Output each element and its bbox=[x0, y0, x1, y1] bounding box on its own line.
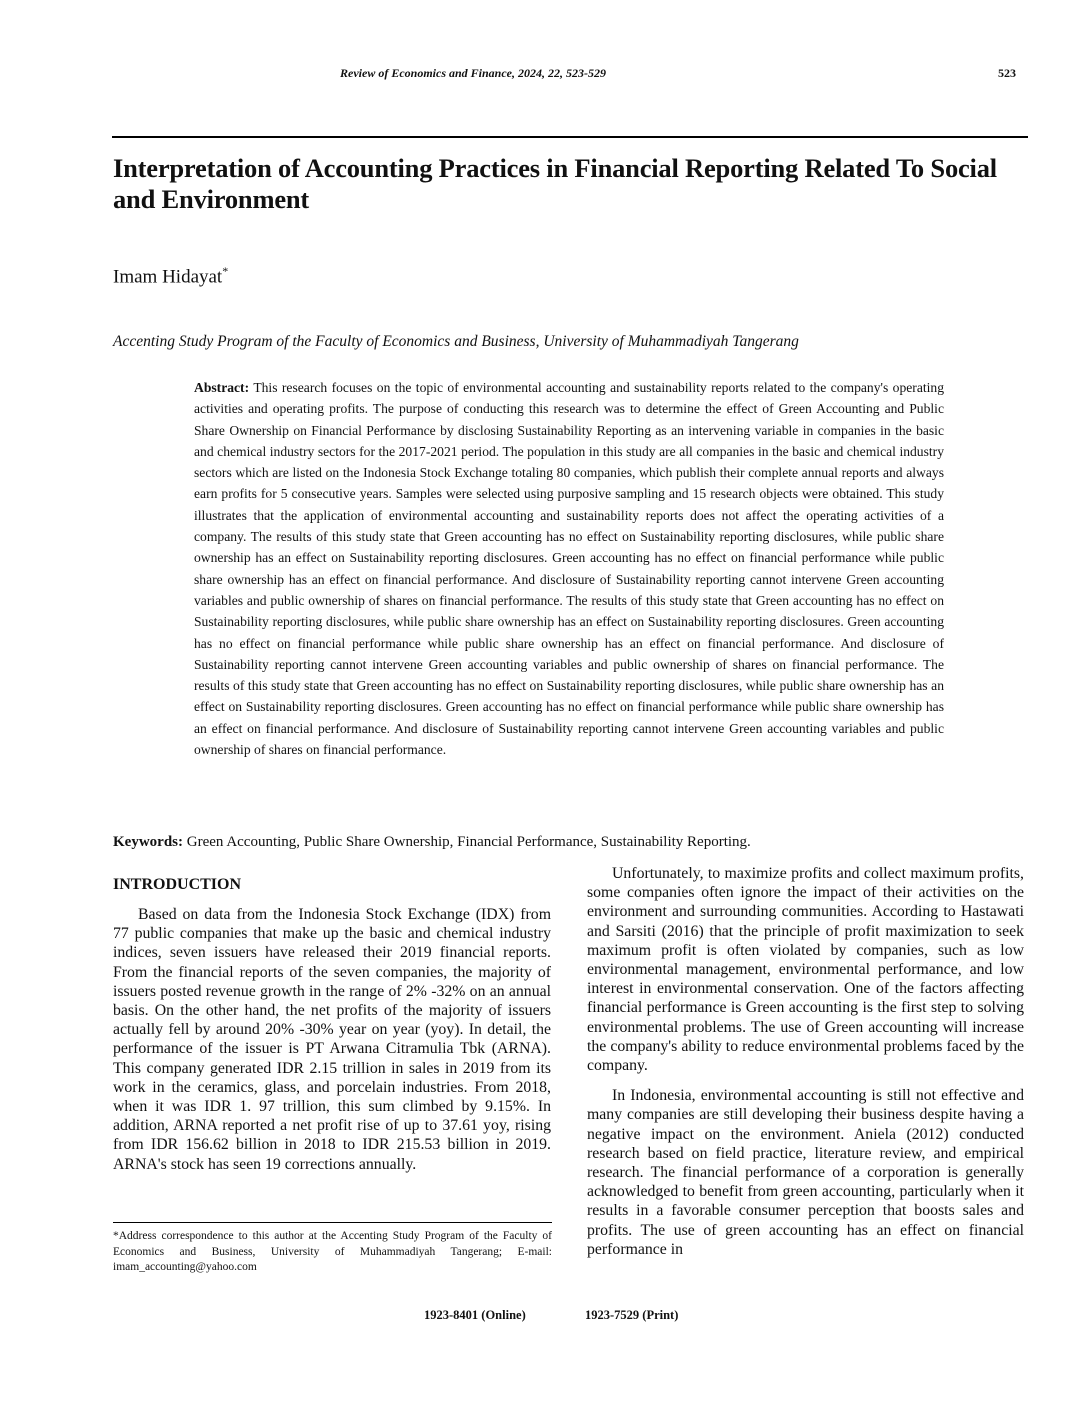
abstract bbox=[194, 377, 944, 760]
author-line bbox=[113, 264, 228, 288]
intro-paragraph-1: Based on data from the Indonesia Stock Exchange (IDX) from 77 public companies that make up the basic and chemical industry indices, seven issuers have released their 2019 financial reports. From the financial reports of the seven companies, the majority of issuers posted revenue growth in the range of 2% -32% on an annual basis. On the other hand, the net profits of the majority of issuers actually fell by around 20% -30% year on year (yoy). In detail, the performance of the issuer is PT Arwana Citramulia Tbk (ARNA). This company generated IDR 2.15 trillion in sales in 2019 from its work in the ceramics, glass, and porcelain industries. From 2018, when it was IDR 1. 97 trillion, this sum climbed by 9.15%. In addition, ARNA reported a net profit rise of up to 37.61 yoy, rising from IDR 156.62 billion in 2018 to IDR 215.53 billion in 2019. ARNA's stock has seen 19 corrections annually. bbox=[113, 906, 551, 1173]
header-rule bbox=[112, 136, 1028, 138]
abstract-text: This research focuses on the topic of environmental accounting and sustainability reports related to the company's operating activities and operating profits. The purpose of conducting this research was to determine the effect of Green Accounting and Public Share Ownership on Financial Performance by disclosing Sustainability Reporting as an intervening variable in companies in the basic and chemical industry sectors for the 2017-2021 period. The population in this study are all companies in the basic and chemical industry sectors which are listed on the Indonesia Stock Exchange totaling 80 companies, which publish their complete annual reports and always earn profits for 5 consecutive years. Samples were selected using purposive sampling and 15 research objects were obtained. This study illustrates that the application of environmental accounting and sustainability reports does not affect the operating activities of a company. The results of this study state that Green accounting has no effect on Sustainability reporting disclosures, while public share ownership has an effect on Sustainability reporting disclosures. Green accounting has no effect on financial performance while public share ownership has an effect on financial performance. And disclosure of Sustainability reporting cannot intervene Green accounting variables and public ownership of shares on financial performance. The results of this study state that Green accounting has no effect on Sustainability reporting disclosures, while public share ownership has an effect on Sustainability reporting disclosures. Green accounting has no effect on financial performance while public share ownership has an effect on financial performance. And disclosure of Sustainability reporting cannot intervene Green accounting variables and public ownership of shares on financial performance. The results of this study state that Green accounting has no effect on Sustainability reporting disclosures, while public share ownership has an effect on Sustainability reporting disclosures. Green accounting has no effect on financial performance while public share ownership has an effect on financial performance. And disclosure of Sustainability reporting cannot intervene Green accounting variables and public ownership of shares on financial performance. bbox=[194, 380, 944, 758]
intro-paragraph-2: Unfortunately, to maximize profits and collect maximum profits, some companies often ignore the impact of their activities on the environment and surrounding communities. According to Hastawati and Sarsiti (2016) that the principle of profit maximization to seek maximum profit is often violated by companies, such as low environmental management, environmental performance, and low interest in environmental conservation. One of the factors affecting financial performance is Green accounting is the first step to solving environmental problems. The use of Green accounting will increase the company's ability to reduce environmental problems faced by the company. bbox=[587, 865, 1024, 1075]
correspondence-footnote: *Address correspondence to this author at the Accenting Study Program of the Faculty of Economics and Business, University of Muhammadiyah Tangerang; E-mail: imam_accounting@yahoo.com bbox=[113, 1230, 552, 1273]
section-heading-introduction: INTRODUCTION bbox=[113, 876, 242, 893]
issn-print: 1923-7529 (Print) bbox=[585, 1308, 679, 1322]
author-name: Imam Hidayat bbox=[113, 266, 223, 288]
abstract-label: Abstract: bbox=[194, 380, 250, 395]
author-footnote-mark: * bbox=[222, 264, 229, 278]
left-column bbox=[113, 905, 551, 1174]
issn-online: 1923-8401 (Online) bbox=[424, 1308, 526, 1322]
affiliation: Accenting Study Program of the Faculty of Economics and Business, University of Muhammadiyah Tangerang bbox=[113, 333, 799, 350]
journal-citation: Review of Economics and Finance, 2024, 22, 523-529 bbox=[340, 66, 606, 80]
keywords-text: Green Accounting, Public Share Ownership, Financial Performance, Sustainability Reporting. bbox=[186, 834, 751, 850]
right-column bbox=[587, 864, 1024, 1259]
keywords-label: Keywords: bbox=[113, 834, 183, 850]
keywords bbox=[113, 834, 1013, 851]
intro-paragraph-3: In Indonesia, environmental accounting is still not effective and many companies are still developing their business despite having a negative impact on the environment. Aniela (2012) conducted research based on field practice, literature review, and empirical research. The financial performance of a corporation is generally acknowledged to benefit from green accounting, particularly when it results in a favorable consumer perception that boosts sales and profits. The use of green accounting has an effect on financial performance in bbox=[587, 1087, 1024, 1258]
article-title: Interpretation of Accounting Practices in Financial Reporting Related To Social and Environment bbox=[113, 153, 997, 214]
page-number: 523 bbox=[998, 66, 1016, 80]
footnote-rule bbox=[113, 1222, 552, 1223]
